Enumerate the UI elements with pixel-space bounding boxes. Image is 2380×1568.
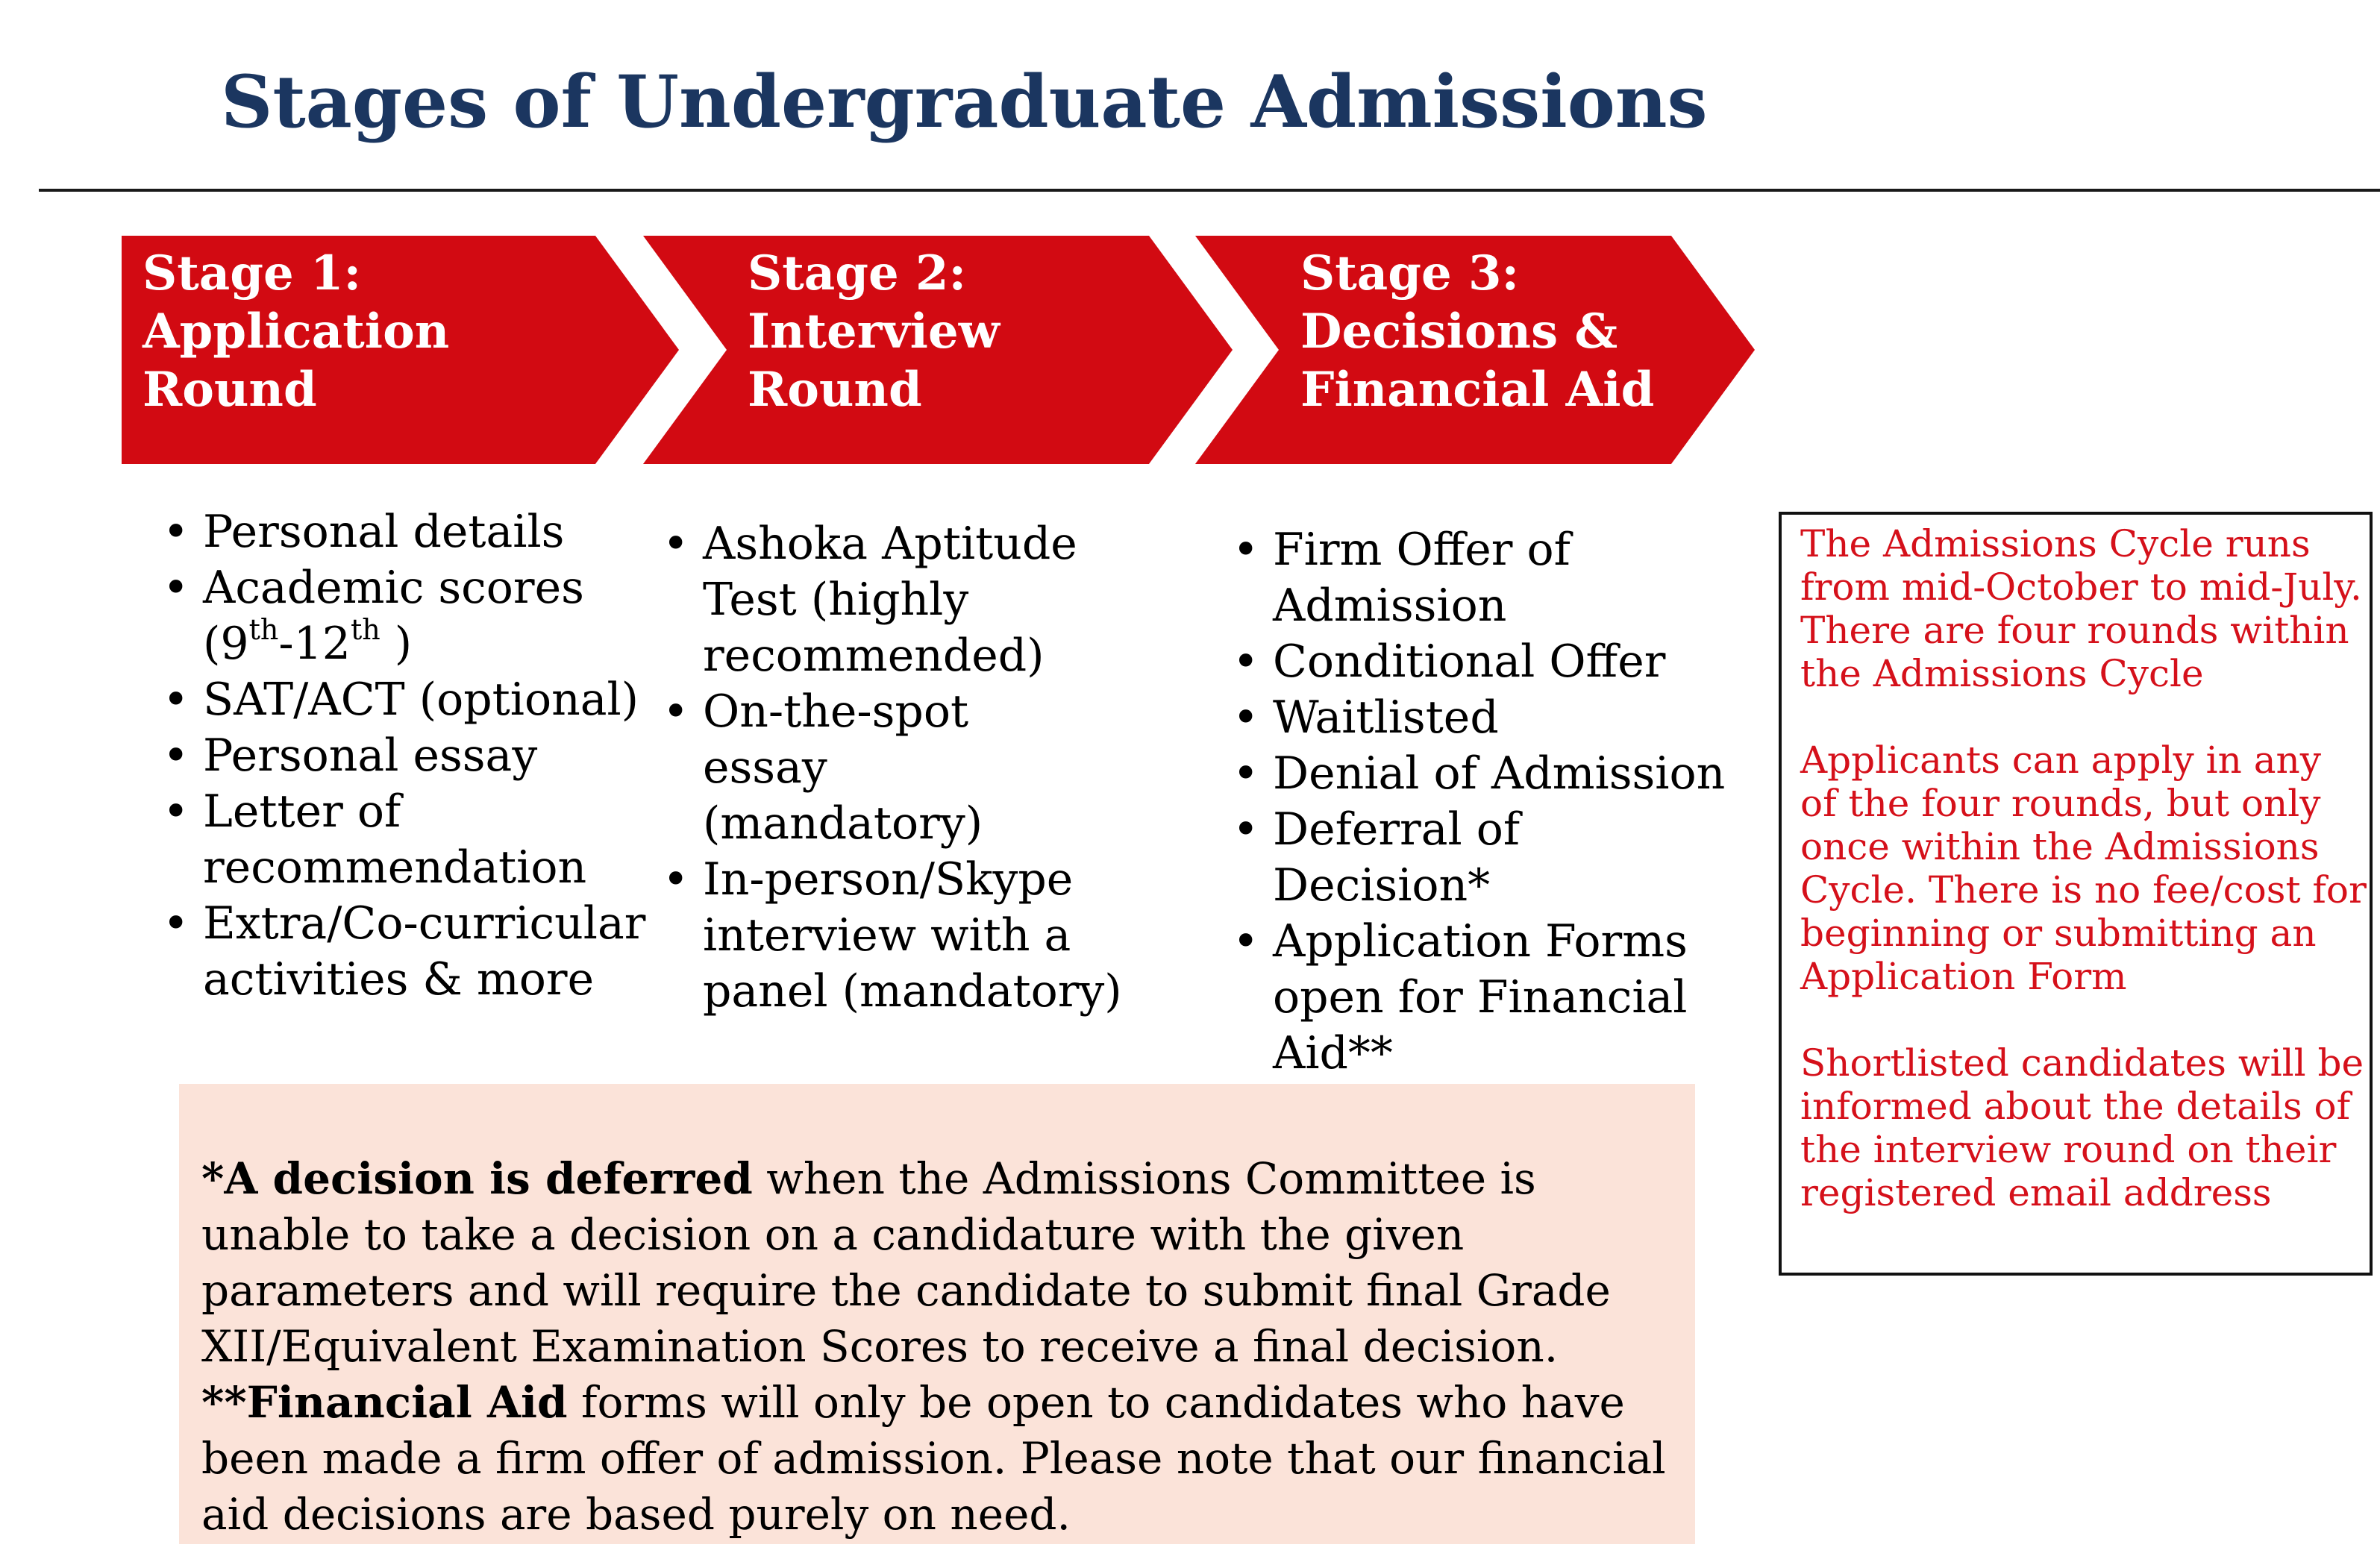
admissions-cycle-note: The Admissions Cycle runs from mid-October to mid-July. There are four rounds within the Admissions Cycle bbox=[1800, 522, 2362, 695]
list-item: • In-person/Skype interview with a panel (mandatory) bbox=[663, 853, 1122, 1017]
list-item: • Ashoka Aptitude Test (highly recommended) bbox=[663, 518, 1077, 682]
bullet-icon: • bbox=[663, 686, 689, 738]
stage-2-list bbox=[663, 516, 1125, 1020]
list-item: • Personal details bbox=[163, 504, 640, 560]
bullet-icon: • bbox=[1233, 692, 1259, 744]
bullet-icon: • bbox=[663, 518, 689, 570]
deferral-text: when the Admissions Committee is unable to take a decision on a candidature with the given parameters and will require the candidate to submit final Grade XII/Equivalent Examination Scores to receive a final decision. bbox=[201, 1153, 1611, 1372]
bullet-icon: • bbox=[1233, 747, 1259, 800]
score-range: (9th-12th ) bbox=[203, 613, 413, 670]
list-item: • Personal essay bbox=[163, 728, 640, 784]
bullet-icon: • bbox=[1233, 915, 1259, 968]
bullet-icon: • bbox=[163, 562, 190, 614]
bullet-icon: • bbox=[163, 506, 190, 558]
list-item: • On-the-spot essay (mandatory) bbox=[663, 686, 983, 850]
bullet-icon: • bbox=[1233, 636, 1259, 688]
list-item: • Application Forms open for Financial Aid** bbox=[1233, 915, 1688, 1079]
bullet-icon: • bbox=[163, 674, 190, 726]
stage-3-list bbox=[1233, 522, 1740, 1082]
list-item: • Firm Offer of Admission bbox=[1233, 524, 1571, 632]
footnote-text bbox=[201, 1151, 1694, 1543]
list-item: • Academic scores (9th-12th ) bbox=[163, 562, 584, 670]
list-item: • Waitlisted bbox=[1233, 690, 1740, 746]
bullet-icon: • bbox=[663, 853, 689, 906]
bullet-icon: • bbox=[1233, 524, 1259, 576]
financial-aid-text: forms will only be open to candidates who have been made a firm offer of admission. Please note that our financial aid decisions are based purely on need. bbox=[201, 1377, 1666, 1540]
shortlist-note: Shortlisted candidates will be informed about the details of the interview round on their registered email address bbox=[1800, 1041, 2364, 1214]
bullet-icon: • bbox=[163, 730, 190, 782]
stage-1-label: Stage 1: Application Round bbox=[143, 245, 450, 418]
financial-aid-heading: **Financial Aid bbox=[201, 1377, 568, 1428]
deferral-heading: *A decision is deferred bbox=[201, 1153, 753, 1204]
list-item: • SAT/ACT (optional) bbox=[163, 672, 640, 728]
list-item: • Deferral of Decision* bbox=[1233, 803, 1521, 912]
stage-3-label: Stage 3: Decisions & Financial Aid bbox=[1300, 245, 1655, 418]
list-item: • Letter of recommendation bbox=[163, 785, 587, 894]
application-rounds-note: Applicants can apply in any of the four rounds, but only once within the Admissions Cycle. There is no fee/cost for beginning or submitting an Application Form bbox=[1800, 738, 2367, 998]
list-item: • Extra/Co-curricular activities & more bbox=[163, 897, 646, 1006]
list-item: • Conditional Offer bbox=[1233, 634, 1740, 690]
stage-2-label: Stage 2: Interview Round bbox=[748, 245, 1000, 418]
stage-1-list bbox=[163, 504, 646, 1008]
bullet-icon: • bbox=[163, 785, 190, 838]
page-title: Stages of Undergraduate Admissions bbox=[221, 60, 1708, 144]
bullet-icon: • bbox=[163, 897, 190, 950]
bullet-icon: • bbox=[1233, 803, 1259, 856]
list-item: • Denial of Admission bbox=[1233, 746, 1740, 802]
